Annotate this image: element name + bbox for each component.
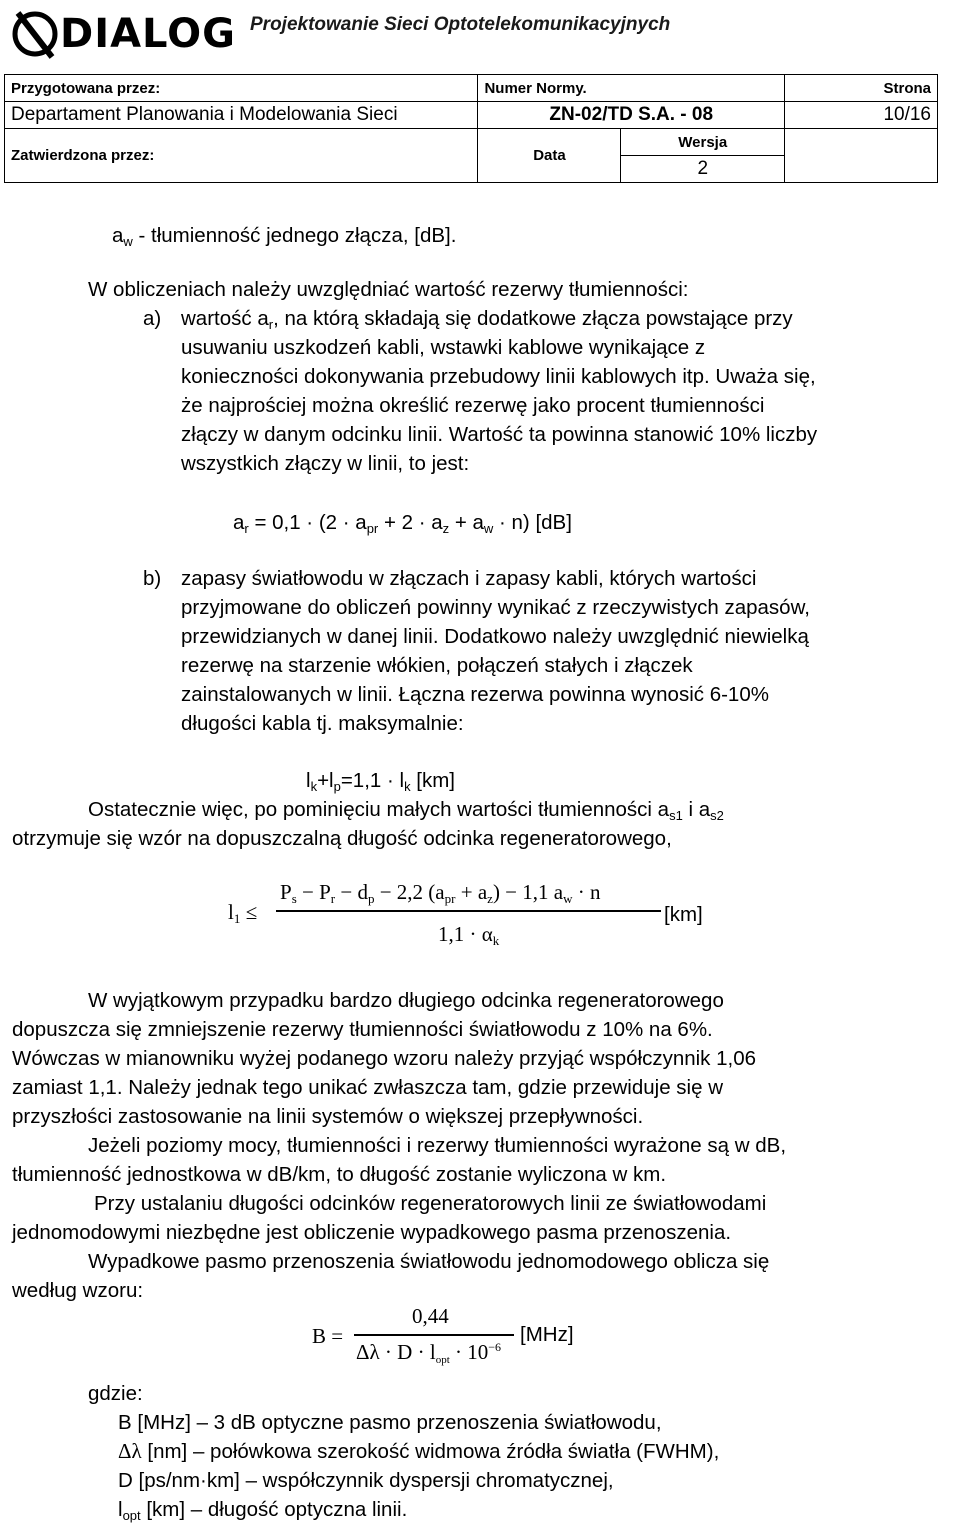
para-1-line-1: W wyjątkowym przypadku bardzo długiego odcinka regeneratorowego — [88, 989, 724, 1012]
prepared-label: Przygotowana przez: — [5, 75, 478, 102]
para-2-line-2: tłumienność jednostkowa w dB/km, to długość zostanie wyliczona w km. — [12, 1163, 667, 1186]
item-a-marker: a) — [143, 307, 162, 330]
bandwidth-formula — [312, 1306, 612, 1376]
b-denominator: $\Delta\lambda \cdot D \cdot l_{opt} \cdot 10^{-6}$ — [356, 1340, 502, 1366]
ar-formula: $a_r = 0,1 \cdot (2 \cdot a_{pr} + 2 \cdot a_z + a_w \cdot n)$ [dB] — [233, 511, 572, 536]
para-4-line-2: według wzoru: — [12, 1279, 144, 1302]
aw-definition: $a_w$ - tłumienność jednego złącza, [dB]. — [112, 224, 457, 249]
document-title: Projektowanie Sieci Optotelekomunikacyjnych — [250, 14, 671, 35]
b-fraction-bar — [354, 1334, 514, 1336]
b-unit: [MHz] — [520, 1323, 574, 1346]
para-2-line-1: Jeżeli poziomy mocy, tłumienności i rezerwy tłumienności wyrażone są w dB, — [88, 1134, 787, 1157]
final-line-1: Ostatecznie więc, po pominięciu małych wartości tłumienności $a_{s1}$ i $a_{s2}$ — [88, 798, 724, 823]
b-numerator: 0,44 — [412, 1304, 449, 1328]
l1-denominator: $1,1 \cdot \alpha_k$ — [438, 922, 500, 948]
item-b-text: zapasy światłowodu w złączach i zapasy kabli, których wartości przyjmowane do obliczeń powinny wynikać z rzeczywistych zapasów, przewidzianych w danej linii. Dodatkowo należy uwzględnić niewielką rezerwę na starzenie włókien, połączeń stałych i złączek zainstalowanych w linii. Łączna rezerwa powinna wynosić 6-10% długości kabla tj. maksymalnie: — [181, 567, 810, 735]
version-value: 2 — [621, 156, 785, 183]
para-1-rest: dopuszcza się zmniejszenie rezerwy tłumienności światłowodu z 10% na 6%. Wówczas w mianowniku wyżej podanego wzoru należy przyjąć współczynnik 1,06 zamiast 1,1. Należy jednak tego unikać zwłaszcza tam, gdzie przewiduje się w przyszłości zastosowanie na linii systemów o większej przepływności. — [12, 1018, 757, 1128]
def-delta-lambda: Δλ [nm] – połówkowa szerokość widmowa źródła światła (FWHM), — [118, 1439, 720, 1463]
item-a-text: wartość $a_r$, na którą składają się dodatkowe złącza powstające przy usuwaniu uszkodzeń kabli, wstawki kablowe wynikające z konieczności dokonywania przebudowy linii kablowych itp. Uważa się, że najprościej można określić rezerwę jako procent tłumienności złączy w danym odcinku linii. Wartość ta powinna stanowić 10% liczby wszystkich złączy w linii, to jest: — [181, 307, 818, 475]
logo-symbol-icon — [12, 5, 58, 63]
def-b: B [MHz] – 3 dB optyczne pasmo przenoszenia światłowodu, — [118, 1411, 662, 1434]
version-label: Wersja — [621, 129, 785, 156]
norm-label: Numer Normy. — [478, 75, 785, 102]
para-3-line-2: jednomodowymi niezbędne jest obliczenie wypadkowego pasma przenoszenia. — [12, 1221, 732, 1244]
final-line-2: otrzymuje się wzór na dopuszczalną długość odcinka regeneratorowego, — [12, 827, 672, 850]
def-lopt: $l_{opt}$ [km] – długość optyczna linii. — [118, 1498, 408, 1523]
norm-value: ZN-02/TD S.A. - 08 — [478, 102, 785, 129]
approved-label: Zatwierdzona przez: — [5, 129, 478, 183]
intro-text: W obliczeniach należy uwzględniać wartość rezerwy tłumienności: — [88, 278, 689, 301]
l1-numerator: $P_s - P_r - d_p - 2,2$ $(a_{pr} + a_z) - 1,1$ $a_w \cdot n$ — [280, 880, 601, 906]
date-label: Data — [478, 129, 621, 183]
prepared-value: Departament Planowania i Modelowania Sieci — [5, 102, 478, 129]
para-4-line-1: Wypadkowe pasmo przenoszenia światłowodu jednomodowego oblicza się — [88, 1250, 770, 1273]
empty-cell — [785, 129, 938, 183]
header-table — [4, 74, 938, 183]
l1-formula — [228, 880, 718, 960]
para-3-line-1: Przy ustalaniu długości odcinków regeneratorowych linii ze światłowodami — [94, 1192, 767, 1215]
page-value: 10/16 — [785, 102, 938, 129]
b-lhs: B = — [312, 1324, 344, 1348]
l1-unit: [km] — [664, 903, 703, 926]
item-b-marker: b) — [143, 567, 162, 590]
def-d: D [ps/nm·km] – współczynnik dyspersji chromatycznej, — [118, 1469, 614, 1492]
logo-text: DIALOG — [60, 11, 236, 57]
where-label: gdzie: — [88, 1382, 143, 1405]
l1-lhs: $l_1$ ≤ — [228, 900, 258, 926]
l1-fraction-bar — [276, 910, 661, 912]
page-label: Strona — [785, 75, 938, 102]
dialog-logo — [12, 4, 236, 64]
lk-formula: $l_k+l_p=1,1 \cdot l_k$ [km] — [306, 769, 455, 794]
